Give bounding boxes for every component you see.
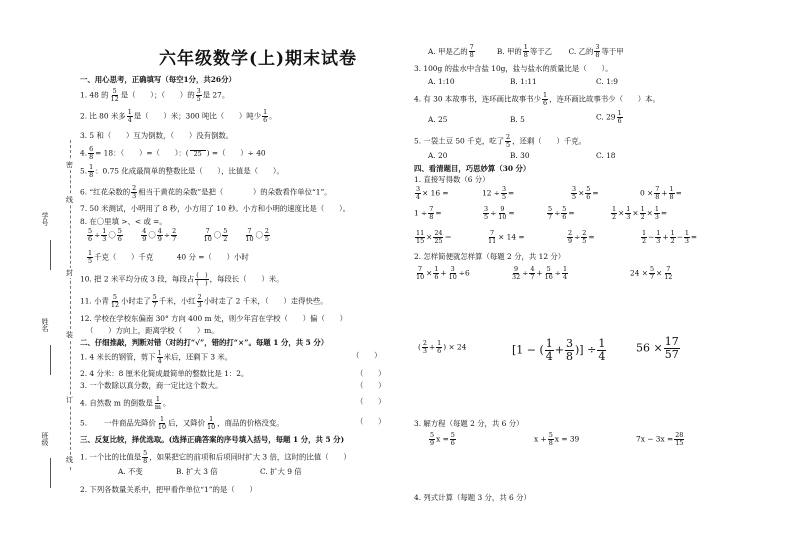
subsection-1: 1. 直接写得数（6 分） — [414, 175, 490, 184]
section-1-heading: 一、用心思考，正确填写（每空1分，共26分） — [80, 75, 236, 84]
compare-row-2: $\frac{1}{5}$ 千克（ ）千克 40 分 =（ ）小时 — [88, 249, 249, 265]
judge-2-answer[interactable]: （ ） — [356, 369, 386, 378]
judge-1-answer[interactable]: （ ） — [352, 351, 382, 360]
binding-margin — [0, 0, 78, 550]
subsection-3: 3. 解方程（每题 2 分，共 6 分） — [414, 419, 524, 428]
choice-1-option-a[interactable]: A. 不变 — [118, 467, 143, 476]
choice-2-options — [428, 44, 624, 59]
judge-3-answer[interactable]: （ ） — [356, 381, 386, 390]
question-10: 10. 把 2 米平均分成 3 段，每段占 $\frac{( )}{( )}$ ，每段长（ ）米。 — [80, 271, 284, 287]
question-11: 11. 小青 $\frac{5}{12}$ 小时走了 $\frac{5}{7}$ 千米，小红 $\frac{2}{3}$ 小时走了 2 千米，（ ）走得快些。 — [80, 293, 328, 309]
calc-9: $\frac{11}{15}$ × $\frac{24}{25}$ ＝ — [416, 229, 452, 245]
calc-3: $\frac{3}{5}$ × $\frac{5}{6}$ = — [572, 185, 599, 201]
calc-10: $\frac{7}{11}$ × 14 = — [488, 229, 525, 245]
judge-1: 1. 4 米长的钢管，剪下 $\frac{1}{4}$ 米后，还剩下 3 米。 — [80, 349, 233, 365]
question-8: 8. 在〇里填 >、< 或 =。 — [80, 217, 167, 226]
choice-4-option-a[interactable]: A. 25 — [428, 115, 448, 124]
choice-4-option-c[interactable]: C. 29 $\frac{1}{6}$ — [596, 109, 622, 125]
name-label: 姓名 — [41, 318, 49, 332]
seal-char: 线 — [66, 456, 73, 464]
judge-4: 4. 自然数 m 的倒数是 $\frac{1}{m}$ 。 — [80, 395, 171, 411]
judge-3: 3. 一个数除以真分数，商一定比这个数大。 — [80, 381, 223, 390]
section-2-heading: 二、仔细推敲，判断对错（对的打“√”，错的打“×”。每题 1 分，共 5 分） — [80, 338, 329, 347]
judge-2: 2. 4 分米：8 厘米化简成最简单的整数比是 1：2。 — [80, 369, 249, 378]
choice-2-option-b[interactable]: B. 甲的 $\frac{1}{8}$ 等于乙 — [496, 43, 553, 59]
student-id-label: 学号 — [41, 212, 49, 226]
question-12: 12. 学校在学校东偏南 30° 方向 400 m 处，则少年宫在学校（ ）偏（ ） — [80, 314, 348, 323]
question-6: 6. “红花朵数的 $\frac{2}{3}$ 相当于黄花的朵数”是把（ ）的朵数看作单位“1”。 — [80, 184, 332, 200]
simplify-2: $\frac{9}{32}$ ÷ $\frac{4}{7}$ + $\frac{5}{16}$ ÷ $\frac{1}{4}$ — [512, 265, 568, 281]
choice-4: 4. 有 30 本故事书，连环画比故事书少 $\frac{1}{6}$ ，连环画比故事书少（ ）本。 — [414, 91, 660, 107]
choice-5-option-a[interactable]: A. 20 — [428, 151, 448, 160]
page-title: 六年级数学(上)期末试卷 — [158, 49, 358, 69]
equation-1: $\frac{5}{9}$ x = $\frac{5}{6}$ — [430, 431, 455, 447]
calc-2: 12 ÷ $\frac{3}{5}$ = — [482, 185, 515, 201]
choice-3-option-a[interactable]: A. 1:10 — [428, 77, 455, 86]
calc-7: $\frac{5}{7}$ ÷ $\frac{5}{6}$ = — [548, 205, 575, 221]
judge-4-answer[interactable]: （ ） — [356, 397, 386, 406]
judge-5: 5. 一件商品先降价 $\frac{1}{10}$ 后，又降价 $\frac{1}{10}$ ，商品的价格没变。 — [80, 415, 284, 431]
calc-1: $\frac{3}{4}$ × 16 = — [416, 185, 449, 201]
choice-5: 5. 一袋土豆 50 千克，吃了 $\frac{2}{5}$ ，还剩（ ）千克。 — [414, 133, 587, 149]
seal-char: 订 — [66, 396, 73, 404]
simplify-1: $\frac{7}{10}$ × $\frac{1}{6}$ + $\frac{3}{10}$ ÷6 — [416, 265, 470, 281]
simplify-5: [1 − ( $\frac{1}{4}$ + $\frac{3}{8}$ )] ÷ $\frac{1}{4}$ — [512, 337, 606, 363]
question-2: 2. 比 80 米多 $\frac{1}{4}$ 是（ ）米；300 吨比（ ）吨少 $\frac{1}{6}$ 。 — [80, 108, 277, 124]
calc-4: 0 × $\frac{7}{8}$ + $\frac{1}{8}$ = — [640, 185, 682, 201]
section-4-heading: 四、看清题目，巧思妙算（30 分） — [414, 164, 531, 173]
student-id-line — [50, 240, 51, 270]
class-line — [50, 458, 51, 488]
choice-2-option-a[interactable]: A. 甲是乙的 $\frac{7}{8}$ — [428, 43, 474, 59]
choice-3-option-c[interactable]: C. 1:9 — [596, 77, 618, 86]
choice-5-option-b[interactable]: B. 30 — [510, 151, 530, 160]
calc-12: $\frac{1}{2}$ − $\frac{1}{3}$ + $\frac{1}{2}$ − $\frac{1}{3}$ = — [642, 229, 698, 245]
name-line — [50, 345, 51, 375]
subsection-2: 2. 怎样简便就怎样算（每题 2 分，共 12 分） — [414, 252, 566, 261]
calc-8: $\frac{1}{2}$ × $\frac{1}{3}$ × $\frac{1}{2}$ × $\frac{1}{3}$ = — [612, 205, 668, 221]
compare-row: $\frac{5}{6}$ ÷ $\frac{1}{3}$ 〇 $\frac{5}{6}$ $\frac{4}{9}$ 〇 $\frac{4}{9}$ ÷ $\frac{2}{7}$ $\frac{7}{10}$ 〇 $\frac{5}{2}$ $\frac{7}{10}$ 〇 $\frac{2}{5}$ — [88, 227, 269, 243]
simplify-6: 56 × $\frac{17}{57}$ — [636, 335, 679, 361]
choice-5-option-c[interactable]: C. 18 — [596, 151, 616, 160]
question-1: 1. 48 的 $\frac{5}{12}$ 是（ ）；（ ）的 $\frac{3}{5}$ 是 27。 — [80, 87, 230, 103]
calc-11: $\frac{2}{9}$ ÷ $\frac{2}{5}$ = — [568, 229, 595, 245]
simplify-4: ( $\frac{2}{3}$ + $\frac{1}{6}$ ) × 24 — [418, 339, 467, 355]
choice-3: 3. 100g 的盐水中含盐 10g，盐与盐水的质量比是（ ）。 — [414, 64, 613, 73]
question-3: 3. 5 和（ ）互为倒数，（ ）没有倒数。 — [80, 131, 234, 140]
calc-5: 1 ÷ $\frac{7}{8}$ = — [414, 205, 442, 221]
question-4: 4. $\frac{6}{8}$ = 18：（ ）=（ ）：( 25 ) =（ ）÷ 40 — [80, 145, 266, 161]
choice-1: 1. 一个比的比值是 $\frac{5}{8}$ ，如果把它的前项和后项同时扩大 3 倍，这时的比值（ ） — [80, 449, 351, 465]
equation-2: x + $\frac{5}{8}$ x = 39 — [534, 431, 580, 447]
class-label: 班级 — [41, 432, 49, 446]
choice-2-option-c[interactable]: C. 乙的 $\frac{3}{8}$ 等于甲 — [568, 43, 624, 59]
seal-char: 封 — [66, 269, 73, 277]
choice-1-option-c[interactable]: C. 扩大 9 倍 — [260, 467, 302, 476]
choice-2: 2. 下列各数量关系中，把甲看作单位“1”的是（ ） — [80, 485, 257, 494]
question-12-cont: （ ）方向上，距离学校（ ）m。 — [86, 326, 219, 335]
seal-char: 线 — [66, 196, 73, 204]
choice-3-option-b[interactable]: B. 1:11 — [510, 77, 537, 86]
choice-4-option-b[interactable]: B. 5 — [510, 115, 525, 124]
binding-line — [70, 140, 71, 470]
seal-char: 装 — [66, 331, 73, 339]
subsection-4: 4. 列式计算（每题 3 分，共 6 分） — [414, 493, 531, 502]
choice-1-option-b[interactable]: B. 扩大 3 倍 — [176, 467, 218, 476]
equation-3: 7x − 3x = $\frac{28}{15}$ — [636, 431, 684, 447]
question-5: 5. $\frac{1}{8}$ ：0.75 化成最简单的整数比是（ ），比值是（ ）。 — [80, 163, 284, 179]
judge-5-answer[interactable]: （ ） — [356, 417, 386, 426]
simplify-3: 24 × $\frac{5}{7}$ × $\frac{7}{12}$ — [630, 265, 673, 281]
question-7: 7. 50 米测试，小明用了 8 秒，小方用了 10 秒。小方和小明的速度比是（ ）。 — [80, 204, 351, 213]
calc-6: $\frac{3}{5}$ ÷ $\frac{9}{10}$ = — [484, 205, 515, 221]
seal-char: 密 — [66, 161, 73, 169]
section-3-heading: 三、反复比较，择优选取。(选择正确答案的序号填入括号，每题 1 分，共 5 分) — [80, 435, 345, 444]
